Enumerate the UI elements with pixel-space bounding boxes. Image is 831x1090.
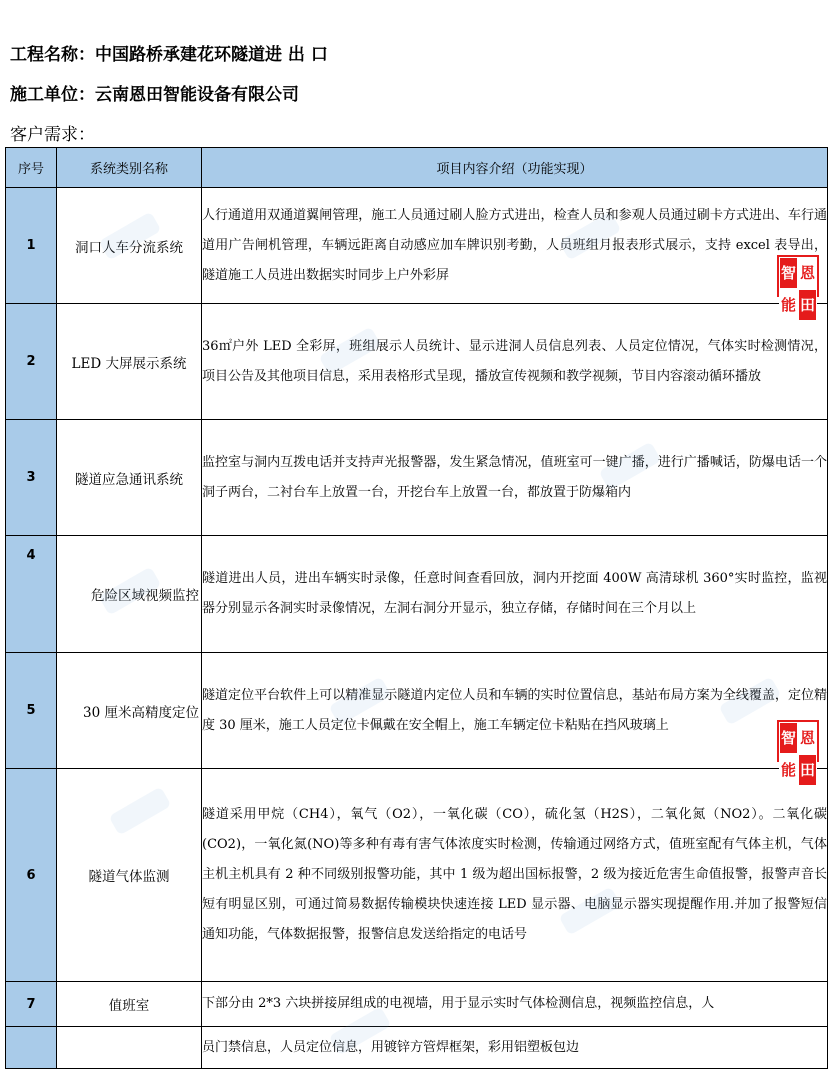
row-description (202, 536, 828, 653)
row-description (202, 1027, 828, 1069)
row-number: 3 (6, 420, 57, 536)
table-row (6, 769, 828, 982)
description-text: 隧道定位平台软件上可以精准显示隧道内定位人员和车辆的实时位置信息，基站布局方案为全线覆盖，定位精度 30 厘米，施工人员定位卡佩戴在安全帽上，施工车辆定位卡粘贴在挡风玻璃上 (202, 687, 827, 733)
table-row (6, 982, 828, 1027)
table-row (6, 304, 828, 420)
company-seal-icon: 智 恩 能 田 (777, 255, 819, 297)
row-description (202, 188, 828, 314)
system-name: 30 厘米高精度定位 (57, 653, 202, 769)
column-header-number: 序号 (6, 148, 57, 188)
description-text: 隧道采用甲烷（CH4），氧气（O2），一氧化碳（CO），硫化氢（H2S），二氧化氮（NO2）。二氧化碳(CO2)，一氧化氮(NO)等多种有毒有害气体浓度实时检测，传输通过网络方式，值班室配有气体主机，气体主机主机具有 2 种不同级别报警功能，其中 1 级为超出国标报警，2 级为接近危害生命值报警，报警声音长短有明显区别，可通过简易数据传输模块快速连接 LED 显示器、电脑显示器实现提醒作用.并加了报警短信通知功能，气体数据报警，报警信息发送给指定的电话号 (202, 807, 827, 942)
row-number (6, 1027, 57, 1069)
description-text: 隧道进出人员，进出车辆实时录像，任意时间查看回放，洞内开挖面 400W 高清球机 360°实时监控，监视器分别显示各洞实时录像情况，左洞右洞分开显示，独立存储，存储时间在三个月以上 (202, 571, 827, 616)
system-name: 洞口人车分流系统 (57, 188, 202, 304)
table-row (6, 420, 828, 536)
column-header-description: 项目内容介绍（功能实现） (202, 148, 828, 188)
system-name: 隧道应急通讯系统 (57, 420, 202, 536)
row-number: 5 (6, 653, 57, 769)
system-name: 危险区域视频监控 (57, 536, 202, 653)
description-text: 监控室与洞内互拨电话并支持声光报警器，发生紧急情况，值班室可一键广播，进行广播喊话，防爆电话一个洞子两台，二衬台车上放置一台，开挖台车上放置一台，都放置于防爆箱内 (202, 454, 827, 500)
table-row (6, 653, 828, 769)
description-text: 员门禁信息，人员定位信息，用镀锌方管焊框架，彩用铝塑板包边 (202, 1039, 580, 1055)
description-text: 人行通道用双通道翼闸管理，施工人员通过刷人脸方式进出，检查人员和参观人员通过刷卡方式进出、车行通道用广告闸机管理，车辆远距离自动感应加车牌识别考勤，人员班组月报表形式展示，支持 excel 表导出，隧道施工人员进出数据实时同步上户外彩屏 (202, 207, 827, 283)
company-seal-icon: 智 恩 能 田 (777, 720, 819, 762)
table-row (6, 536, 828, 653)
column-header-system: 系统类别名称 (57, 148, 202, 188)
system-name: 值班室 (57, 982, 202, 1027)
row-number: 2 (6, 304, 57, 420)
row-description (202, 304, 828, 420)
requirement-label: 客户需求： (10, 125, 95, 145)
description-text: 下部分由 2*3 六块拼接屏组成的电视墙，用于显示实时气体检测信息，视频监控信息，人 (202, 996, 715, 1011)
table-row (6, 188, 828, 304)
description-text: 36㎡户外 LED 全彩屏，班组展示人员统计、显示进洞人员信息列表、人员定位情况，气体实时检测情况，项目公告及其他项目信息，采用表格形式呈现，播放宣传视频和教学视频，节目内容滚动循环播放 (202, 338, 827, 384)
row-description (202, 420, 828, 536)
requirements-table (5, 147, 828, 1069)
system-name (57, 1027, 202, 1069)
system-name: LED 大屏展示系统 (57, 304, 202, 420)
row-description (202, 982, 828, 1027)
row-number: 7 (6, 982, 57, 1027)
row-number: 4 (6, 536, 57, 653)
row-number: 1 (6, 188, 57, 304)
row-description (202, 653, 828, 779)
table-row (6, 1027, 828, 1069)
row-number: 6 (6, 769, 57, 982)
system-name: 隧道气体监测 (57, 769, 202, 982)
row-description (202, 769, 828, 982)
project-name-line: 工程名称：中国路桥承建花环隧道进 出 口 (10, 45, 328, 65)
contractor-line: 施工单位：云南恩田智能设备有限公司 (10, 85, 299, 105)
table-header-row (6, 148, 828, 188)
